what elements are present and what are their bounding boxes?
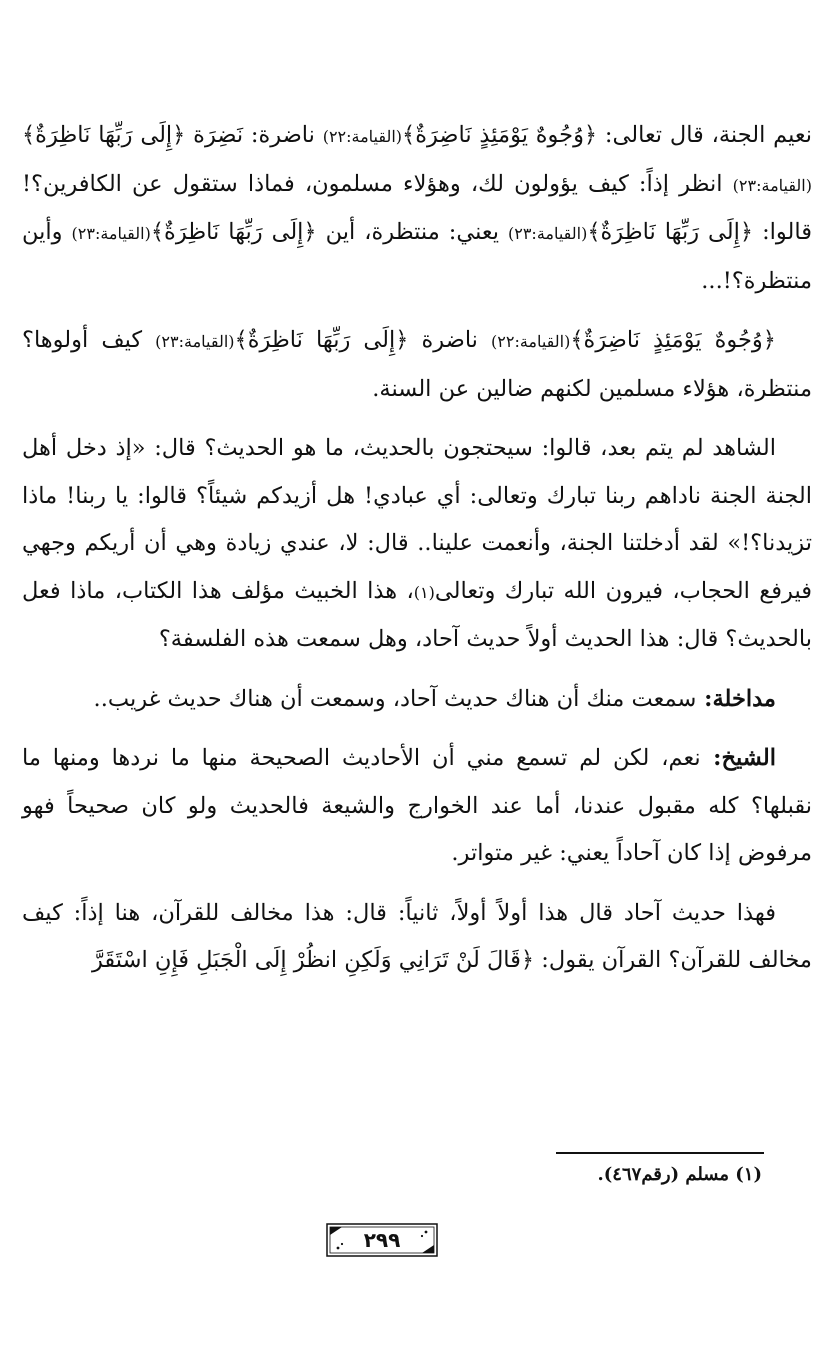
text-run: نعم، لكن لم تسمع مني أن الأحاديث الصحيحة منها ما نردها ومنها ما نقبلها؟ كله مقبول عندنا، أما عند الخوارج والشيعة فالحديث ولو كان صحيحاً فهو مرفوض إذا كان آحاداً يعني: غير متواتر. — [22, 745, 812, 866]
paragraph-5 — [22, 735, 812, 878]
verse-reference: (القيامة:٢٣) — [155, 332, 235, 351]
quran-verse: ﴿وُجُوهٌ يَوْمَئِذٍ نَاضِرَةٌ﴾ — [570, 327, 776, 353]
text-run: فهذا حديث آحاد قال هذا أولاً أولاً، ثانياً: قال: هذا مخالف للقرآن، هنا إذاً: كيف مخالف للقرآن؟ القرآن يقول: — [22, 899, 812, 973]
page-number-frame — [326, 1222, 438, 1258]
text-run: كيف أولوها؟ منتظرة، هؤلاء مسلمين لكنهم ضالين عن السنة. — [22, 327, 812, 402]
footnote-divider — [556, 1152, 764, 1154]
quran-verse: ﴿إِلَى رَبِّهَا نَاظِرَةٌ﴾ — [22, 122, 186, 148]
quran-verse: ﴿إِلَى رَبِّهَا نَاظِرَةٌ﴾ — [234, 327, 409, 353]
quran-verse: ﴿إِلَى رَبِّهَا نَاظِرَةٌ﴾ — [587, 219, 754, 245]
paragraph-1 — [22, 112, 812, 305]
paragraph-4 — [22, 676, 812, 724]
quran-verse: ﴿وُجُوهٌ يَوْمَئِذٍ نَاضِرَةٌ﴾ — [402, 122, 598, 148]
speaker-label: الشيخ: — [700, 745, 776, 771]
paragraph-3 — [22, 425, 812, 664]
verse-reference: (١) — [413, 582, 435, 602]
verse-reference: (القيامة:٢٢) — [322, 127, 403, 146]
quran-verse: ﴿قَالَ لَنْ تَرَانِي وَلَكِنِ انظُرْ إِلَى الْجَبَلِ فَإِنِ اسْتَقَرَّ — [92, 947, 535, 973]
text-run: نعيم الجنة، قال تعالى: — [597, 122, 812, 148]
verse-reference: (القيامة:٢٣) — [71, 224, 151, 243]
quran-verse: ﴿إِلَى رَبِّهَا نَاظِرَةٌ﴾ — [150, 219, 317, 245]
verse-reference: (القيامة:٢٣) — [732, 175, 812, 195]
main-text — [22, 112, 812, 997]
text-run: وأين منتظرة؟!... — [22, 219, 812, 294]
text-run: سمعت منك أن هناك حديث آحاد، وسمعت أن هناك حديث غريب.. — [93, 685, 697, 712]
paragraph-6 — [22, 890, 812, 985]
text-run: ناضرة — [408, 327, 491, 353]
speaker-label: مداخلة: — [696, 685, 776, 712]
text-run: يعني: منتظرة، أين — [316, 219, 508, 245]
footnote: (١) مسلم (رقم٤٦٧). — [597, 1164, 762, 1185]
verse-reference: (القيامة:٢٣) — [507, 224, 588, 243]
paragraph-2 — [22, 317, 812, 413]
text-run: ناضرة: نَضِرَة — [185, 122, 323, 148]
verse-reference: (القيامة:٢٢) — [491, 332, 571, 351]
text-run: ، هذا الخبيث مؤلف هذا الكتاب، ماذا فعل بالحديث؟ قال: هذا الحديث أولاً حديث آحاد، وهل سمعت هذه الفلسفة؟ — [22, 577, 812, 652]
text-run: الشاهد لم يتم بعد، قالوا: سيحتجون بالحديث، ما هو الحديث؟ قال: «إذ دخل أهل الجنة الجنة ناداهم ربنا تبارك وتعالى: أي عبادي! هل أزيدكم شيئاً؟ قالوا: يا ربنا! ماذا تزيدنا؟!» لقد أدخلتنا الجنة، وأنعمت علينا.. قال: لا، عندي زيادة وهي أن أريكم وجهي فيرفع الحجاب، فيرون الله تبارك وتعالى — [22, 435, 812, 604]
page-number: ٢٩٩ — [363, 1228, 401, 1252]
text-run: انظر إذاً: كيف يؤولون لك، وهؤلاء مسلمون، فماذا ستقول عن الكافرين؟! قالوا: — [22, 170, 813, 245]
